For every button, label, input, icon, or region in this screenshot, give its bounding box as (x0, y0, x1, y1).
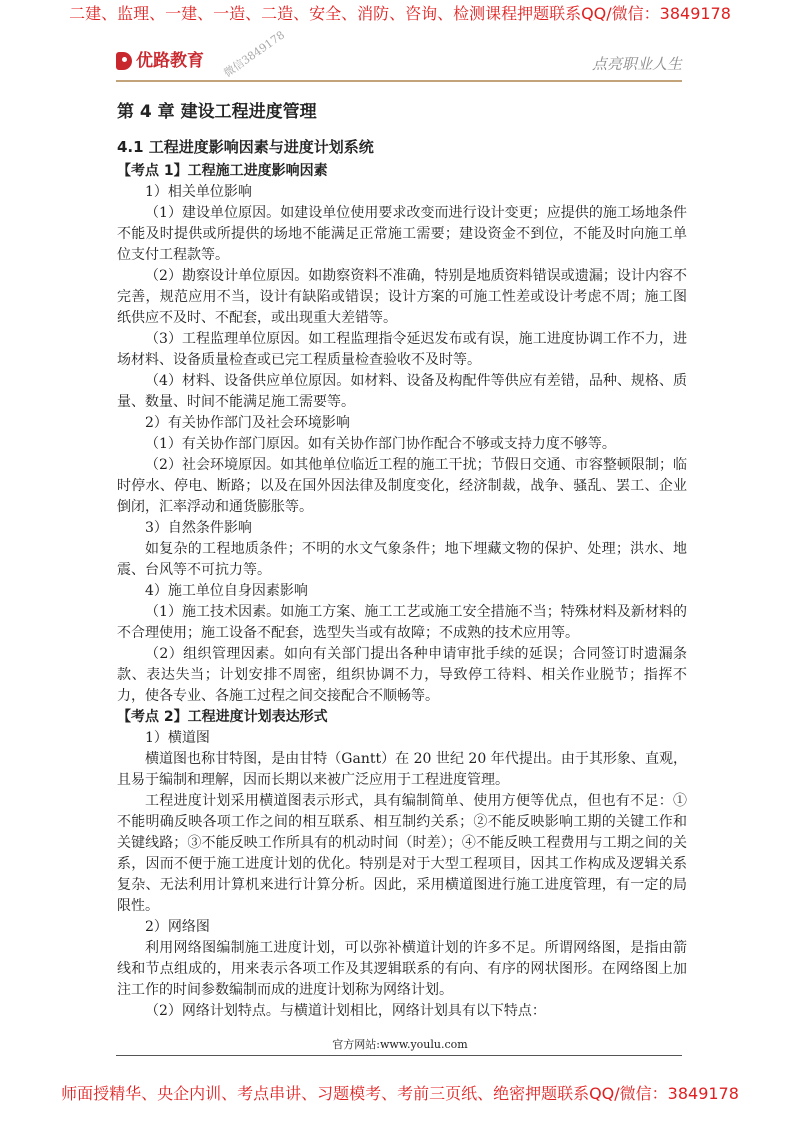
paragraph: （1）施工技术因素。如施工方案、施工工艺或施工安全措施不当；特殊材料及新材料的不合理使用；施工设备不配套，选型失当或有故障；不成熟的技术应用等。 (117, 604, 687, 641)
paragraph: 2）有关协作部门及社会环境影响 (145, 415, 350, 431)
paragraph: 利用网络图编制施工进度计划，可以弥补横道计划的许多不足。所谓网络图，是指由箭线和节点组成的，用来表示各项工作及其逻辑联系的有向、有序的网状图形。在网络图上加注工作的时间参数编制而成的进度计划称为网络计划。 (117, 940, 687, 998)
footer-divider (116, 1055, 682, 1056)
watermark: 微信3849178 (221, 28, 288, 80)
paragraph: （1）建设单位原因。如建设单位使用要求改变而进行设计变更；应提供的施工场地条件不能及时提供或所提供的场地不能满足正常施工需要；建设资金不到位，不能及时向施工单位支付工程款等。 (117, 205, 687, 263)
paragraph: 如复杂的工程地质条件；不明的水文气象条件；地下埋藏文物的保护、处理；洪水、地震、台风等不可抗力等。 (117, 541, 687, 578)
paragraph: 工程进度计划采用横道图表示形式，具有编制简单、使用方便等优点，但也有不足：①不能明确反映各项工作之间的相互联系、相互制约关系；②不能反映影响工期的关键工作和关键线路；③不能反映工作所具有的机动时间（时差）；④不能反映工程费用与工期之间的关系，因而不便于施工进度计划的优化。特别是对于大型工程项目，因其工作构成及逻辑关系复杂、无法利用计算机来进行计算分析。因此，采用横道图进行施工进度管理，有一定的局限性。 (117, 793, 687, 914)
paragraph: 3）自然条件影响 (145, 520, 252, 536)
paragraphs (117, 161, 687, 1022)
paragraph: （2）勘察设计单位原因。如勘察资料不准确，特别是地质资料错误或遗漏；设计内容不完善，规范应用不当，设计有缺陷或错误；设计方案的可施工性差或设计考虑不周；施工图纸供应不及时、不配套，或出现重大差错等。 (117, 268, 687, 326)
paragraph: 横道图也称甘特图，是由甘特（Gantt）在 20 世纪 20 年代提出。由于其形象、直观，且易于编制和理解，因而长期以来被广泛应用于工程进度管理。 (117, 751, 687, 788)
paragraph: 4）施工单位自身因素影响 (145, 583, 308, 599)
header-divider (116, 80, 682, 82)
paragraph: （4）材料、设备供应单位原因。如材料、设备及构配件等供应有差错，品种、规格、质量、数量、时间不能满足施工需要等。 (117, 373, 687, 410)
logo-icon (116, 52, 132, 70)
key-point-heading: 【考点 2】工程进度计划表达形式 (117, 709, 328, 725)
paragraph: 1）相关单位影响 (145, 184, 252, 200)
logo-text: 优路教育 (136, 51, 204, 71)
logo (116, 51, 204, 71)
key-point-heading: 【考点 1】工程施工进度影响因素 (117, 163, 328, 179)
promo-banner-bottom: 师面授精华、央企内训、考点串讲、习题模考、考前三页纸、绝密押题联系QQ/微信：3849178 (61, 1084, 739, 1103)
paragraph: 1）横道图 (145, 730, 210, 746)
footer-website: 官方网站:www.youlu.com (332, 1038, 468, 1051)
section-title: 4.1 工程进度影响因素与进度计划系统 (117, 138, 374, 156)
paragraph: （2）网络计划特点。与横道计划相比，网络计划具有以下特点： (145, 1003, 546, 1019)
slogan: 点亮职业人生 (591, 55, 682, 73)
paragraph: 2）网络图 (145, 919, 210, 935)
paragraph: （2）社会环境原因。如其他单位临近工程的施工干扰；节假日交通、市容整顿限制；临时停水、停电、断路；以及在国外因法律及制度变化，经济制裁，战争、骚乱、罢工、企业倒闭，汇率浮动和通货膨胀等。 (117, 457, 687, 515)
chapter-title: 第 4 章 建设工程进度管理 (117, 102, 317, 122)
paragraph: （2）组织管理因素。如向有关部门提出各种申请审批手续的延误；合同签订时遗漏条款、表达失当；计划安排不周密，组织协调不力，导致停工待料、相关作业脱节；指挥不力，使各专业、各施工过程之间交接配合不顺畅等。 (117, 646, 687, 704)
promo-banner-top: 二建、监理、一建、一造、二造、安全、消防、咨询、检测课程押题联系QQ/微信：3849178 (69, 4, 731, 23)
paragraph: （3）工程监理单位原因。如工程监理指令延迟发布或有误，施工进度协调工作不力，进场材料、设备质量检查或已完工程质量检查验收不及时等。 (117, 331, 687, 368)
document-body (117, 100, 687, 1022)
paragraph: （1）有关协作部门原因。如有关协作部门协作配合不够或支持力度不够等。 (145, 436, 616, 452)
